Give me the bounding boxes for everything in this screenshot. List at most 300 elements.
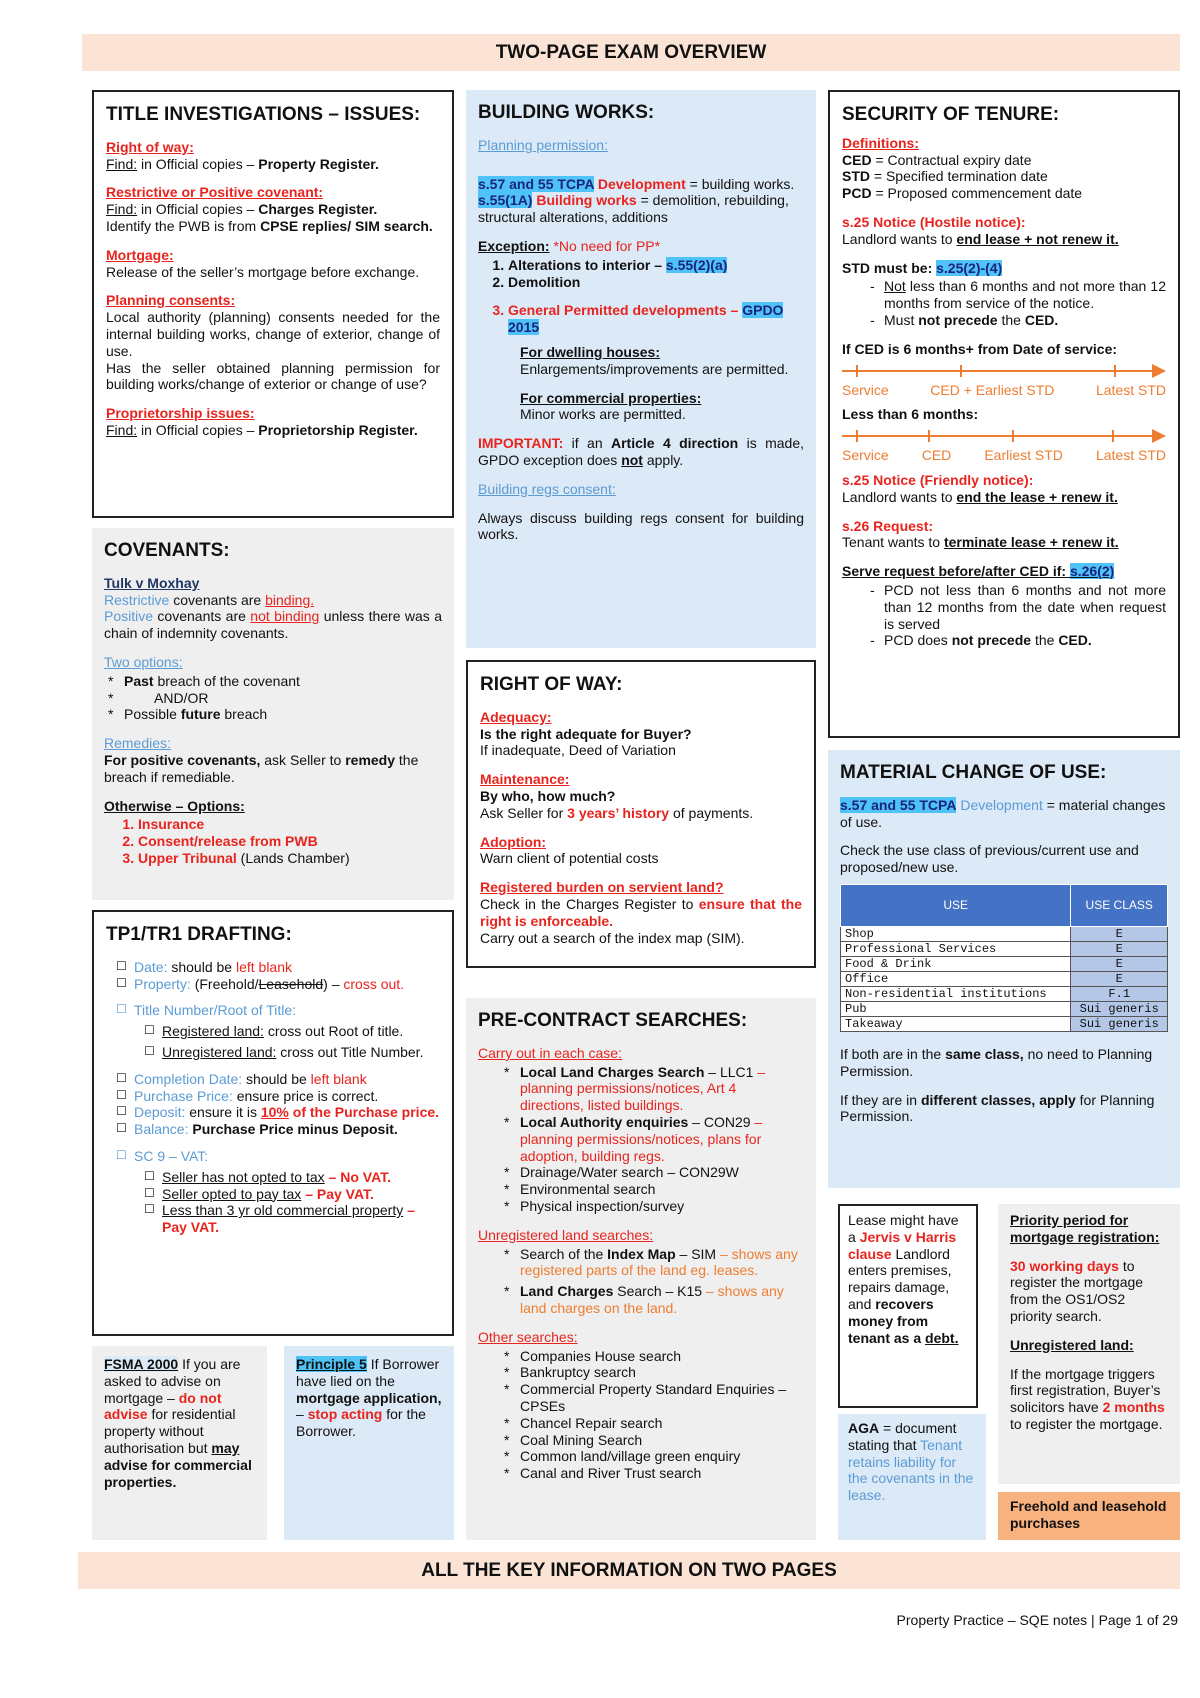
search-name: Index Map — [607, 1245, 676, 1262]
covenant-text: covenants are — [169, 591, 266, 608]
list-item: * Physical inspection/survey — [520, 1198, 804, 1215]
table-row — [841, 941, 1168, 956]
adoption-text: Warn client of potential costs — [480, 850, 659, 867]
std-text: the — [997, 311, 1025, 328]
search-form: – SIM — [675, 1245, 717, 1262]
right-of-way-heading: RIGHT OF WAY: — [480, 674, 623, 695]
gpdo-ref: GPDO 2015 — [508, 302, 784, 336]
timeline-labels-1 — [842, 382, 1166, 399]
freehold-text: Freehold and leasehold purchases — [1010, 1498, 1167, 1531]
upper-tribunal: Upper Tribunal — [138, 849, 237, 866]
covenant-text: covenants are — [153, 608, 251, 625]
search-form: – CON29 — [688, 1113, 751, 1130]
table-row — [841, 926, 1168, 941]
development-label: Development — [956, 796, 1043, 813]
timeline-labels-2 — [842, 447, 1166, 464]
table-cell: Shop — [841, 926, 1071, 941]
s57-ref: s.57 and 55 TCPA — [478, 175, 594, 192]
unregistered-searches-heading: Unregistered land searches: — [478, 1226, 654, 1243]
tenure-heading: SECURITY OF TENURE: — [842, 104, 1060, 125]
timeline-label: CED — [921, 447, 952, 464]
other-searches-list — [520, 1348, 804, 1482]
def-text: = Proposed commencement date — [871, 185, 1083, 202]
vat-list — [134, 1148, 440, 1165]
jervis-box — [838, 1204, 978, 1408]
check-text: Check the use class of previous/current use and proposed/new use. — [840, 842, 1139, 876]
past-text: Past — [124, 672, 154, 689]
field-text: ) – — [323, 975, 344, 992]
definitions-heading: Definitions: — [842, 134, 919, 151]
field-text: should be — [242, 1070, 311, 1087]
serve-bold: not precede — [951, 632, 1032, 649]
list-item: * Common land/village green enquiry — [520, 1448, 804, 1465]
burden-text: Check in the Charges Register to — [480, 895, 699, 912]
building-regs-text: Always discuss building regs consent for building works. — [478, 509, 804, 543]
list-item — [134, 1088, 440, 1105]
mcu-heading: MATERIAL CHANGE OF USE: — [840, 762, 1107, 783]
fsma-text: If you are asked to advise on mortgage – — [104, 1356, 241, 1406]
exception-note: *No need for PP* — [549, 237, 661, 254]
field-text: should be — [167, 958, 236, 975]
priority-days: 30 working days — [1010, 1257, 1119, 1274]
page-footer: Property Practice – SQE notes | Page 1 of 29 — [896, 1612, 1178, 1628]
mcu-text: If they are in — [840, 1091, 921, 1108]
less6-heading: Less than 6 months: — [842, 406, 979, 423]
mcu-bold: different classes, apply — [920, 1091, 1076, 1108]
bottom-banner — [78, 1552, 1180, 1589]
mcu-bold: same class, — [945, 1045, 1024, 1062]
bottom-banner-text: ALL THE KEY INFORMATION ON TWO PAGES — [421, 1560, 837, 1581]
burden-red: ensure that the right is enforceable. — [480, 895, 802, 929]
covenant-text: unless there was a chain of indemnity covenants. — [104, 608, 442, 642]
fsma-label: FSMA 2000 — [104, 1356, 179, 1372]
list-item: * Coal Mining Search — [520, 1432, 804, 1449]
table-cell: F.1 — [1071, 986, 1168, 1001]
list-item — [162, 1169, 440, 1186]
list-item — [134, 1071, 440, 1088]
def-term: CED — [842, 151, 872, 168]
dwelling-heading: For dwelling houses: — [520, 343, 661, 360]
list-item — [138, 850, 442, 867]
fsma-red: do not advise — [104, 1389, 222, 1423]
top-banner-text: TWO-PAGE EXAM OVERVIEW — [495, 42, 767, 63]
mcu-text: for Planning Permission. — [840, 1091, 1155, 1125]
list-item — [134, 976, 440, 993]
future-text: future — [180, 706, 221, 723]
table-cell: Sui generis — [1071, 1001, 1168, 1016]
priority-period-box — [998, 1204, 1180, 1484]
remedies-bold: remedy — [345, 751, 396, 768]
mortgage-issue — [106, 247, 440, 281]
list-item — [162, 1202, 440, 1236]
andor-text: AND/OR — [154, 689, 209, 706]
aga-highlight: Tenant retains liability for the covenants in the lease. — [848, 1436, 974, 1504]
s26-request-heading: s.26 Request: — [842, 517, 934, 534]
case-name: Tulk v Moxhay — [104, 574, 200, 591]
jervis-bold: recovers money from tenant as a — [848, 1295, 934, 1346]
positive-label: Positive — [104, 608, 154, 625]
searches-heading: PRE-CONTRACT SEARCHES: — [478, 1010, 748, 1031]
sub-label: Unregistered land: — [162, 1043, 277, 1060]
list-item: * Chancel Repair search — [520, 1415, 804, 1432]
important-text: apply. — [642, 451, 684, 468]
principle-red: stop acting — [307, 1406, 383, 1423]
field-text: (Freehold/ — [190, 975, 259, 992]
search-detail: – planning permissions/notices, Art 4 directions, listed buildings. — [520, 1063, 766, 1114]
field-text: ensure it is — [185, 1104, 261, 1121]
option-text: breach — [220, 706, 268, 723]
def-text: = Specified termination date — [870, 168, 1048, 185]
issue-text: Has the seller obtained planning permission for building works/change of exterior or change of use? — [106, 359, 440, 393]
issue-text: in Official copies – — [137, 201, 259, 218]
gpd-text: – — [726, 302, 743, 319]
list-item — [124, 690, 442, 707]
timeline-label: Latest STD — [1095, 381, 1166, 398]
field-label: Property: — [134, 975, 191, 992]
planning-permission-heading: Planning permission: — [478, 136, 608, 153]
covenants-heading: COVENANTS: — [104, 540, 230, 561]
commercial-heading: For commercial properties: — [520, 389, 702, 406]
search-detail: – planning permissions/notices, plans for adoption, building regs. — [520, 1113, 763, 1164]
field-label: Completion Date: — [134, 1070, 243, 1087]
jervis-text: Landlord enters premises, repairs damage, and — [848, 1245, 952, 1312]
table-cell: Office — [841, 971, 1071, 986]
issue-text: Identify the PWB is from — [106, 217, 261, 234]
jervis-debt: debt. — [925, 1329, 959, 1346]
option-text: Possible — [124, 706, 181, 723]
table-cell: Food & Drink — [841, 956, 1071, 971]
search-text: Search of the — [520, 1245, 608, 1262]
priority-heading: Priority period for mortgage registration: — [1010, 1212, 1160, 1245]
tp1-heading: TP1/TR1 DRAFTING: — [106, 924, 292, 945]
search-name: Local Authority enquiries — [520, 1113, 689, 1130]
definition-text: = demolition, rebuilding, structural alterations, additions — [478, 192, 789, 226]
list-item — [520, 1064, 804, 1114]
definition-text: = building works. — [685, 175, 795, 192]
planning-issue — [106, 292, 440, 393]
notice-text: Landlord wants to — [842, 488, 957, 505]
search-detail: – shows any registered parts of the land eg. leases. — [520, 1245, 798, 1279]
table-row — [841, 971, 1168, 986]
vat-text: Seller has not opted to tax — [162, 1168, 325, 1185]
development-label: Development — [593, 175, 686, 192]
exception-text: Alterations to interior – — [508, 256, 666, 273]
principle-text: – — [296, 1406, 308, 1423]
table-row — [841, 1016, 1168, 1031]
issue-text: Local authority (planning) consents needed for the internal building works, change of exterior, change of use. — [106, 309, 440, 359]
vat-result: – Pay VAT. — [162, 1202, 415, 1236]
field-red: left blank — [310, 1070, 367, 1087]
request-bold: terminate lease + renew it. — [943, 534, 1119, 551]
table-cell: Professional Services — [841, 941, 1071, 956]
jervis-clause: Jervis v Harris clause — [848, 1228, 957, 1262]
maintenance-history: 3 years’ history — [567, 804, 670, 821]
serve-list — [884, 582, 1166, 649]
list-item — [162, 1186, 440, 1203]
list-item: * Commercial Property Standard Enquiries – CPSEs — [520, 1381, 804, 1415]
sub-text: cross out Root of title. — [263, 1023, 404, 1040]
timeline-label: Service — [842, 447, 889, 464]
issue-text: Release of the seller’s mortgage before exchange. — [106, 263, 420, 280]
std-bold: CED. — [1024, 311, 1059, 328]
price-list — [134, 1071, 440, 1138]
list-item: - PCD not less than 6 months and not more than 12 months from the date when request is served — [884, 582, 1166, 632]
field-red: of the Purchase price. — [288, 1104, 440, 1121]
list-item: * Environmental search — [520, 1181, 804, 1198]
field-red: 10% — [260, 1104, 289, 1121]
aga-label: AGA — [848, 1420, 880, 1436]
sub-text: cross out Title Number. — [276, 1043, 424, 1060]
sub-label: Registered land: — [162, 1023, 264, 1040]
remedies-bold: For positive covenants, — [104, 751, 261, 768]
each-case-list — [520, 1064, 804, 1215]
issue-text: in Official copies – — [137, 421, 259, 438]
s55-ref: s.55(1A) — [478, 192, 533, 209]
field-red: cross out. — [343, 975, 405, 992]
building-heading: BUILDING WORKS: — [478, 102, 655, 123]
tp1-list — [134, 959, 440, 993]
table-row — [841, 956, 1168, 971]
timeline-label: Latest STD — [1095, 447, 1166, 464]
issue-heading: Planning consents: — [106, 292, 236, 309]
field-text: Purchase Price minus Deposit. — [188, 1121, 398, 1138]
aga-box — [838, 1414, 986, 1540]
principle-bold: mortgage application, — [296, 1389, 442, 1406]
binding-text: binding. — [265, 591, 315, 608]
building-regs-heading: Building regs consent: — [478, 480, 616, 497]
s55-2a-ref: s.55(2)(a) — [665, 256, 728, 273]
field-label: Deposit: — [134, 1104, 186, 1121]
issue-heading: Right of way: — [106, 138, 194, 155]
s57-ref: s.57 and 55 TCPA — [840, 796, 957, 813]
tp1-drafting-box — [92, 910, 454, 1336]
options-list — [124, 673, 442, 723]
list-item — [134, 1121, 440, 1138]
option-text: breach of the covenant — [153, 672, 300, 689]
title-number-list — [134, 1002, 440, 1019]
list-item — [162, 1044, 440, 1061]
find-label: Find: — [106, 201, 138, 218]
search-detail: – shows any land charges on the land. — [520, 1283, 784, 1316]
vat-sublist — [162, 1169, 440, 1236]
article4-text: Article 4 direction — [611, 435, 739, 452]
table-cell: E — [1071, 956, 1168, 971]
vat-text: Less than 3 yr old commercial property — [162, 1202, 404, 1219]
important-text: is made, GPDO exception does — [478, 435, 804, 468]
notice-bold: end lease + not renew it. — [956, 230, 1119, 247]
maintenance-heading: Maintenance: — [480, 771, 570, 788]
field-label: Purchase Price: — [134, 1087, 233, 1104]
gpd-text: General Permitted developments — [508, 302, 727, 319]
ced6-heading: If CED is 6 months+ from Date of service: — [842, 340, 1118, 357]
issue-bold: Proprietorship Register. — [258, 421, 418, 438]
use-class-table — [840, 884, 1168, 1032]
list-item: 2. Demolition — [508, 274, 804, 291]
commercial-text: Minor works are permitted. — [520, 406, 686, 423]
std-list — [884, 278, 1166, 328]
vat-text: Seller opted to pay tax — [162, 1185, 302, 1202]
list-item — [520, 1283, 804, 1317]
dwelling-text: Enlargements/improvements are permitted. — [520, 360, 789, 377]
maintenance-question: By who, how much? — [480, 787, 616, 804]
title-number-sublist — [162, 1023, 440, 1061]
find-label: Find: — [106, 421, 138, 438]
table-cell: E — [1071, 941, 1168, 956]
def-term: PCD — [842, 185, 872, 202]
priority-text: to register the mortgage. — [1010, 1415, 1163, 1432]
jervis-text: Lease might have a — [848, 1212, 959, 1245]
issue-bold: Charges Register. — [258, 201, 378, 218]
table-row — [841, 986, 1168, 1001]
timeline-arrow-2 — [842, 429, 1166, 443]
serve-bold: CED. — [1058, 632, 1092, 649]
hostile-notice-heading: s.25 Notice (Hostile notice): — [842, 213, 1026, 230]
burden-text: Carry out a search of the index map (SIM). — [480, 929, 745, 946]
issue-bold: CPSE replies/ SIM search. — [260, 217, 433, 234]
issue-heading: Mortgage: — [106, 246, 174, 263]
list-item: ☐ SC 9 – VAT: — [134, 1148, 440, 1165]
field-label: Balance: — [134, 1121, 189, 1138]
list-item — [884, 312, 1166, 329]
registered-burden-heading: Registered burden on servient land? — [480, 879, 724, 896]
serve-text: PCD does — [884, 632, 952, 649]
vat-result: – Pay VAT. — [301, 1185, 374, 1202]
std-heading: STD must be: — [842, 259, 937, 276]
list-item: * Bankruptcy search — [520, 1364, 804, 1381]
list-item — [134, 959, 440, 976]
list-item: * Drainage/Water search – CON29W — [520, 1164, 804, 1181]
request-text: Tenant wants to — [842, 534, 944, 551]
list-item — [134, 1104, 440, 1121]
timeline-arrow-1 — [842, 364, 1166, 378]
important-label: IMPORTANT: — [478, 435, 564, 452]
title-investigations-heading: TITLE INVESTIGATIONS – ISSUES: — [106, 104, 421, 125]
covenants-box — [92, 528, 454, 900]
issue-heading: Proprietorship issues: — [106, 405, 255, 422]
otherwise-list — [138, 816, 442, 866]
list-item: 2. Consent/release from PWB — [138, 833, 442, 850]
each-case-heading: Carry out in each case: — [478, 1044, 622, 1061]
find-label: Find: — [106, 155, 138, 172]
dwelling-section — [520, 344, 804, 423]
def-term: STD — [842, 168, 870, 185]
building-works-box — [466, 90, 816, 648]
field-text: ensure price is correct. — [232, 1087, 379, 1104]
std-bold: not precede — [918, 311, 998, 328]
priority-months: 2 months — [1102, 1399, 1165, 1416]
std-text: Must — [884, 311, 919, 328]
list-item — [162, 1023, 440, 1040]
s25-ref: s.25(2)-(4) — [936, 259, 1003, 276]
covenant-issue — [106, 184, 440, 234]
issue-heading: Restrictive or Positive covenant: — [106, 184, 324, 201]
s26-ref: s.26(2) — [1069, 563, 1115, 580]
table-cell: Pub — [841, 1001, 1071, 1016]
table-cell: E — [1071, 926, 1168, 941]
top-banner — [82, 34, 1180, 71]
issue-text: in Official copies – — [137, 155, 259, 172]
otherwise-heading: Otherwise – Options: — [104, 797, 245, 814]
adequacy-question: Is the right adequate for Buyer? — [480, 725, 692, 742]
lands-chamber: (Lands Chamber) — [236, 849, 350, 866]
list-item: * Companies House search — [520, 1348, 804, 1365]
list-item — [520, 1246, 804, 1280]
right-of-way-box — [466, 660, 816, 968]
maintenance-text: of payments. — [669, 804, 754, 821]
search-form: Search – K15 — [613, 1283, 703, 1300]
remedies-text: the breach if remediable. — [104, 751, 419, 785]
def-text: = Contractual expiry date — [871, 151, 1032, 168]
std-text: less than 6 months and not more than 12 months from service of the notice. — [884, 278, 1166, 312]
list-item: ☐ Title Number/Root of Title: — [134, 1002, 440, 1019]
building-works-label: Building works — [532, 192, 637, 209]
notice-text: Landlord wants to — [842, 230, 957, 247]
principle-text: If Borrower have lied on the — [296, 1356, 440, 1389]
security-of-tenure-box — [828, 90, 1180, 738]
not-text: not — [621, 451, 643, 468]
search-form: – LLC1 — [704, 1063, 754, 1080]
list-item — [124, 673, 442, 690]
serve-heading: Serve request before/after CED if: — [842, 563, 1070, 580]
unregistered-list — [520, 1246, 804, 1317]
restrictive-label: Restrictive — [104, 591, 170, 608]
fsma-text: for residential property without authorisation but — [104, 1406, 236, 1456]
title-investigations-box — [92, 90, 454, 518]
principle-box — [284, 1346, 454, 1540]
remedies-text: ask Seller to — [260, 751, 346, 768]
aga-text: = document stating that — [848, 1420, 957, 1453]
principle-text: for the Borrower. — [296, 1406, 426, 1440]
list-item — [124, 706, 442, 723]
table-cell: Sui generis — [1071, 1016, 1168, 1031]
timeline-label: Earliest STD — [984, 447, 1063, 464]
search-name: Local Land Charges Search — [520, 1063, 705, 1080]
search-name: Land Charges — [520, 1283, 614, 1300]
table-cell: E — [1071, 971, 1168, 986]
options-heading: Two options: — [104, 653, 183, 670]
vat-result: – No VAT. — [324, 1168, 392, 1185]
list-item — [884, 278, 1166, 312]
definition-text: = material changes of use. — [840, 796, 1166, 830]
pre-contract-searches-box — [466, 998, 816, 1540]
exception-heading: Exception: — [478, 237, 550, 254]
field-strike: Leasehold — [258, 975, 324, 992]
list-item — [508, 302, 804, 336]
column-header: USE CLASS — [1071, 884, 1168, 926]
std-not: Not — [884, 278, 906, 295]
list-item: 1. Insurance — [138, 816, 442, 833]
mcu-text: If both are in the — [840, 1045, 946, 1062]
friendly-notice-heading: s.25 Notice (Friendly notice): — [842, 471, 1034, 488]
priority-text: to register the mortgage from the OS1/OS2 priority search. — [1010, 1257, 1144, 1324]
unregistered-land-heading: Unregistered land: — [1010, 1336, 1134, 1353]
other-searches-heading: Other searches: — [478, 1328, 578, 1345]
adequacy-heading: Adequacy: — [480, 708, 552, 725]
issue-bold: Property Register. — [258, 155, 379, 172]
proprietorship-issue — [106, 405, 440, 439]
list-item — [520, 1114, 804, 1164]
table-cell: Takeaway — [841, 1016, 1071, 1031]
right-of-way-issue — [106, 139, 440, 173]
field-label: Date: — [134, 958, 168, 975]
freehold-leasehold-box — [998, 1492, 1180, 1540]
list-item — [508, 257, 804, 274]
fsma-bold: advise for commercial properties. — [104, 1456, 252, 1490]
remedies-heading: Remedies: — [104, 735, 171, 752]
important-text: if an — [563, 435, 611, 452]
mcu-text: no need to Planning Permission. — [840, 1045, 1153, 1079]
list-item — [884, 632, 1166, 649]
